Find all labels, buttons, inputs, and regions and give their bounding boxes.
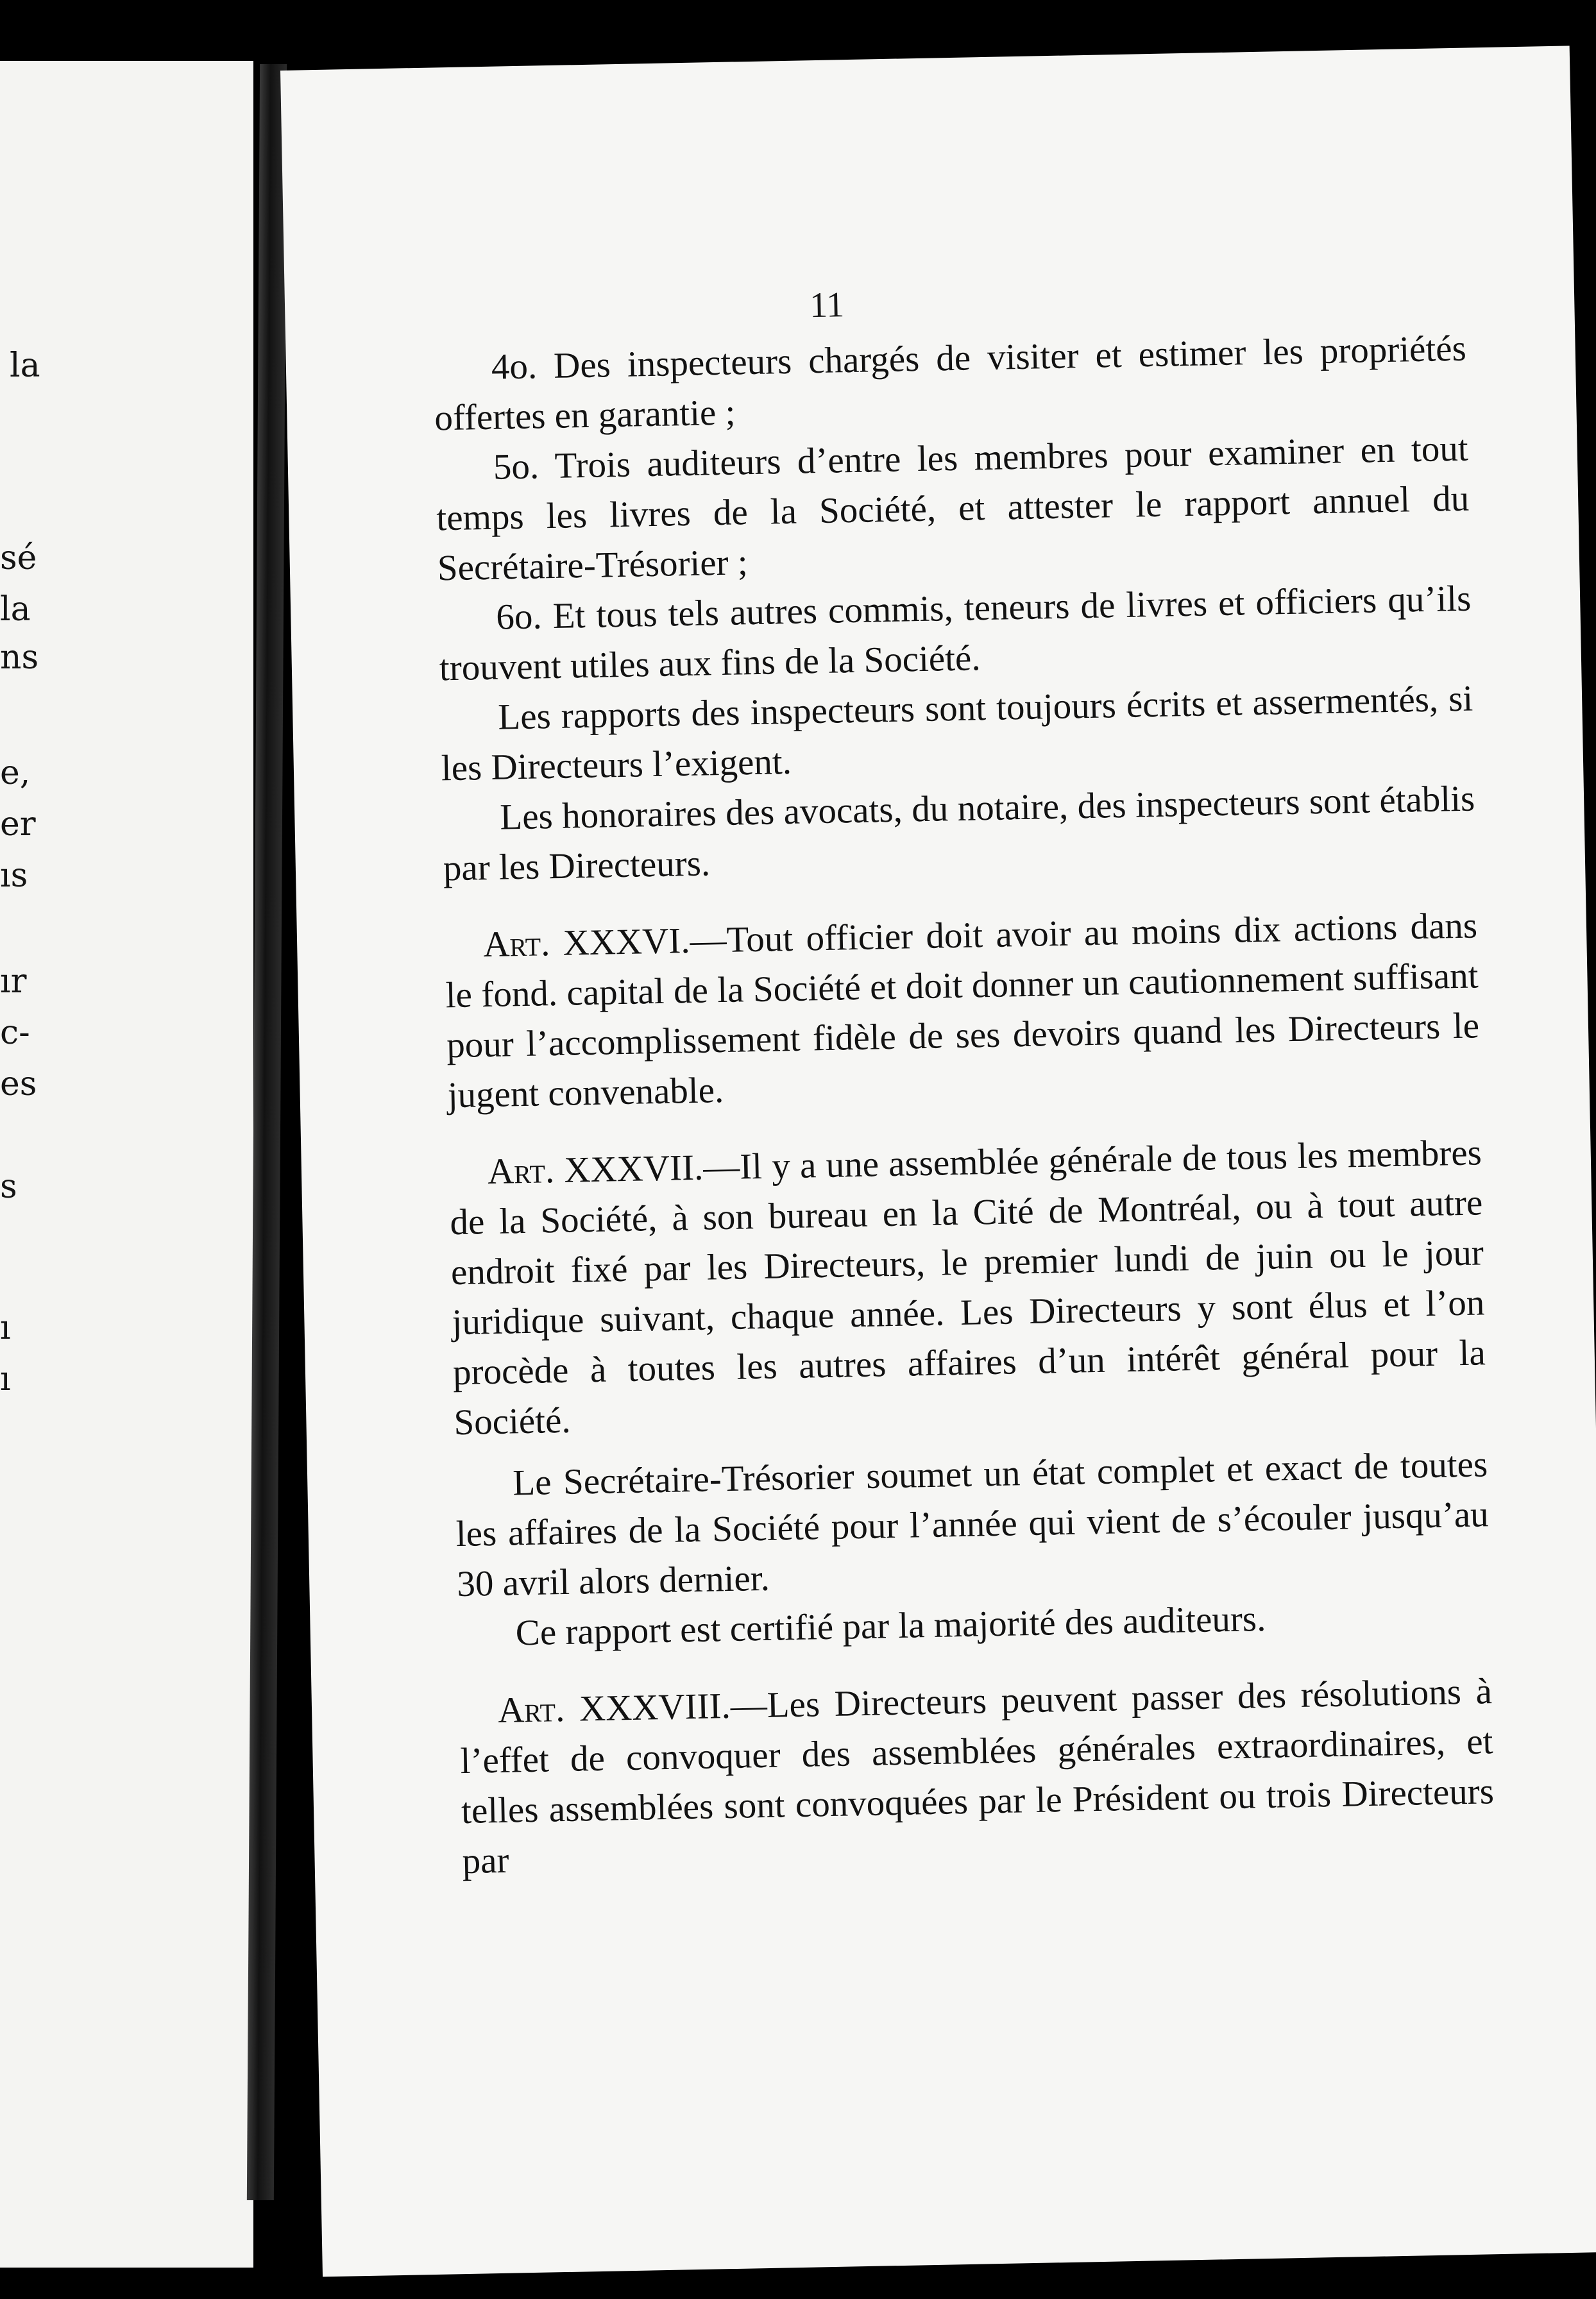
treasurer-report-paragraph: Le Secrétaire-Trésorier soumet un état complet et exact de toutes les affaires de la Société pour l’année qui vient de s’écouler jusqu’au 30 avril alors dernier. xyxy=(455,1444,1490,1605)
list-item-5: 5o. Trois auditeurs d’entre les membres pour examiner en tout temps les livres de la Société, et attester le rapport annuel du Secrétaire-Trésorier ; xyxy=(436,428,1470,589)
left-fragment: ı xyxy=(0,1360,11,1398)
left-fragment: ns xyxy=(0,638,39,677)
article-text: —Tout officier doit avoir au moins dix actions dans le fond. capital de la Société et doit donner un cautionnement suffisant pour l’accomplissement fidèle de ses devoirs quand les Directeurs le jugent convenable. xyxy=(445,905,1480,1116)
article-xxxvi xyxy=(444,901,1481,1121)
list-item-4: 4o. Des inspecteurs chargés de visiter et estimer les propriétés offertes en garantie ; xyxy=(434,328,1467,439)
left-page xyxy=(0,61,253,2268)
left-fragment: ır xyxy=(0,962,27,1001)
left-fragment: s xyxy=(0,1167,17,1206)
left-fragment: er xyxy=(0,805,36,844)
left-page-text-fragments xyxy=(0,61,253,2268)
list-item-6: 6o. Et tous tels autres commis, teneurs de livres et officiers qu’ils trouvent utiles aux fins de la Société. xyxy=(439,578,1472,689)
right-page xyxy=(280,46,1596,2277)
article-heading: Art. XXXVII. xyxy=(487,1147,704,1192)
left-fragment: ıs xyxy=(0,856,28,895)
left-fragment: e, xyxy=(0,754,31,792)
article-text: —Les Directeurs peuvent passer des résolutions à l’effet de convoquer des assemblées générales extraordinaires, et telles assemblées sont convoquées par le Président ou trois Directeurs par xyxy=(460,1671,1495,1882)
left-fragment: la xyxy=(10,346,40,385)
article-xxxviii xyxy=(459,1667,1495,1887)
article-text: —Il y a une assemblée générale de tous les membres de la Société, à son bureau en la Cité de Montréal, ou à tout autre endroit fixé par les Directeurs, le premier lundi de juin ou le jour juridique suivant, chaque année. Les Directeurs y sont élus et l’on procède à toutes les autres affaires d’un intérêt général pour la Société. xyxy=(449,1132,1486,1443)
left-fragment: sé xyxy=(0,539,37,577)
article-xxxvii xyxy=(448,1128,1487,1448)
page-body xyxy=(433,324,1495,1887)
auditors-certification-paragraph: Ce rapport est certifié par la majorité des auditeurs. xyxy=(515,1598,1266,1654)
fees-paragraph: Les honoraires des avocats, du notaire, des inspecteurs sont établis par les Directeurs. xyxy=(443,778,1475,889)
left-fragment: c- xyxy=(0,1014,30,1052)
left-fragment: ı xyxy=(0,1309,11,1347)
left-fragment: la xyxy=(0,590,31,629)
inspectors-reports-paragraph: Les rapports des inspecteurs sont toujours écrits et assermentés, si les Directeurs l’exigent. xyxy=(441,678,1473,789)
article-heading: Art. XXXVIII. xyxy=(497,1686,731,1731)
left-fragment: es xyxy=(0,1065,37,1103)
article-heading: Art. XXXVI. xyxy=(482,920,691,965)
page-number: 11 xyxy=(809,285,845,326)
